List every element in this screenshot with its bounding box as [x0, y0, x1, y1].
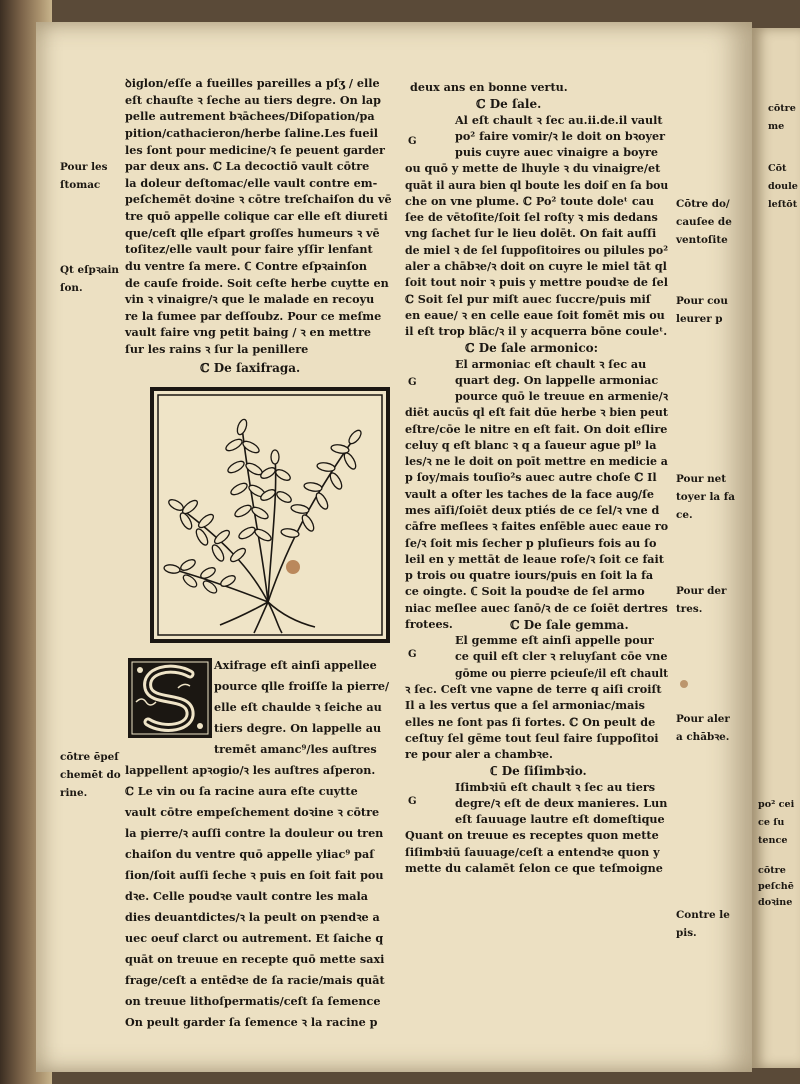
- text-line: re pour aler a chambꝛe.: [405, 747, 553, 762]
- text-line: pition/cathacieron/herbe ſaline.Les fueil: [125, 125, 378, 140]
- margin-note: leurer p: [676, 313, 723, 325]
- text-line: ſur les rains ꝛ ſur la penillere: [125, 342, 309, 356]
- text-line: aler a chābꝛe/ꝛ doit on cuyre le miel tāt ql: [405, 258, 667, 273]
- facing-page-text: Cōt: [768, 163, 787, 174]
- text-line: mette du calamēt ſelon ce que teſmoigne: [405, 860, 663, 875]
- text-line: tiers degre. On lappelle au: [214, 721, 382, 735]
- section-heading-de-saxifraga: ℂ De ſaxifraga.: [200, 361, 301, 375]
- facing-page-text: me: [768, 121, 785, 132]
- text-line: la pierre/ꝛ auſſi contre la douleur ou tren: [125, 826, 384, 840]
- text-line: leil en y mettāt de leaue roſe/ꝛ ſoit ce fait: [405, 551, 664, 566]
- section-heading-de-sale-armonico: ℂ De ſale armonico:: [465, 341, 599, 356]
- text-line: niac meſlee auec ſanō/ꝛ de ce ſoiēt dertres: [405, 600, 668, 615]
- margin-note: toyer la fa: [676, 491, 735, 503]
- text-line: vng ſachet ſur le lieu dolēt. On fait auſſi: [405, 226, 657, 241]
- text-line: ℂ Soit ſel pur miſt auec ſuccre/puis miſ: [405, 291, 651, 306]
- text-line: les/ꝛ ne le doit on poīt mettre en medicie a: [405, 454, 668, 469]
- text-line: ℂ Le vin ou ſa racine aura eſte cuytte: [125, 784, 358, 798]
- paragraph-mark: G: [408, 649, 417, 660]
- facing-page-text: doule: [768, 181, 798, 192]
- text-line: Al eſt chault ꝛ ſec au.ii.de.il vault: [455, 112, 663, 127]
- paragraph-mark: G: [408, 377, 417, 388]
- text-line: ce quil eſt cler ꝛ reluyſant cōe vne: [455, 649, 668, 664]
- margin-note: Cōtre do/: [676, 198, 730, 210]
- text-line: vault cōtre empeſchement doꝛine ꝛ cōtre: [125, 805, 380, 819]
- text-line: che on vne plume. ℂ Po² toute doleᵗ cau: [405, 193, 655, 208]
- text-line: re la fumee par deſſoubz. Pour ce meſme: [125, 308, 382, 323]
- facing-page-text: po² cei: [758, 799, 795, 810]
- text-line: les ſont pour medicine/ꝛ ſe peuent garder: [125, 142, 385, 157]
- text-line: pource quō le treuue en armenie/ꝛ: [455, 389, 668, 404]
- text-line: eſt ſauuage lautre eſt domeſtique: [455, 812, 665, 827]
- margin-note: cōtre ēpeſ: [60, 751, 119, 763]
- text-line: Iſimbꝛiū eſt chault ꝛ ſec au tiers: [455, 779, 656, 794]
- margin-note: Pour les: [60, 161, 108, 173]
- text-line: ſee de vētoſite/ſoit ſel roſty ꝛ mis dedans: [405, 210, 658, 225]
- margin-note: ſon.: [60, 282, 83, 294]
- paragraph-mark: G: [408, 136, 417, 147]
- margin-note: Pour der: [676, 585, 727, 597]
- facing-page-text: doꝛine: [758, 897, 793, 908]
- text-line: ꝛ ſec. Ceſt vne vapne de terre q aiſi croiſt: [405, 681, 662, 696]
- text-line: tremēt amanc⁹/les auſtres: [214, 742, 377, 756]
- text-line: Axifrage eſt ainſi appellee: [214, 658, 377, 672]
- text-line: dies deuantdictes/ꝛ la peult on pꝛendꝛe a: [125, 910, 380, 924]
- margin-note: a chābꝛe.: [676, 731, 730, 743]
- margin-note: cauſee de: [676, 216, 732, 228]
- text-line: eſtre/cōe le nitre en eſt fait. On doit eſlire: [405, 421, 668, 436]
- margin-note: pis.: [676, 927, 697, 939]
- text-line: Il a les vertus que a ſel armoniac/mais: [405, 698, 645, 713]
- facing-page-text: tence: [758, 835, 788, 846]
- text-line: vault faire vng petit baing / ꝛ en mettre: [125, 325, 371, 340]
- text-line: peſchemēt doꝛine ꝛ cōtre treſchaiſon du vē: [125, 192, 392, 207]
- text-line: on treuue lithoſpermatis/ceſt ſa ſemence: [125, 994, 381, 1008]
- margin-note: chemēt do: [60, 769, 121, 781]
- text-line: tre quō appelle colique car elle eſt diureti: [125, 209, 388, 223]
- text-line: vin ꝛ vinaigre/ꝛ que le malade en recoyu: [125, 292, 375, 307]
- text-line: ſoit tout noir ꝛ puis y mettre poudꝛe de ſel: [405, 275, 669, 290]
- text-line: ceſtuy ſel gēme tout ſeul faire ſuppoſitoi: [405, 730, 659, 745]
- facing-page-text: ce ſu: [758, 817, 785, 828]
- text-line: il eſt trop blāc/ꝛ il y acquerra bōne couleᵗ.: [405, 324, 668, 339]
- text-line: quāt on treuue en recepte quō mette saxi: [125, 952, 385, 966]
- text-line: p trois ou quatre iours/puis en ſoit la fa: [405, 568, 654, 583]
- facing-page-text: cōtre: [758, 865, 786, 876]
- text-line: degre/ꝛ eſt de deux manieres. Lun: [455, 795, 668, 810]
- margin-note: ſtomac: [60, 179, 101, 191]
- text-line: dꝛe. Celle poudꝛe vault contre les mala: [125, 889, 368, 903]
- text-line: elle eſt chaulde ꝛ ſeiche au: [214, 700, 382, 714]
- text-line: ſe/ꝛ ſoit mis ſecher p pluſieurs fois au ſo: [405, 535, 657, 550]
- margin-note: Pour cou: [676, 295, 728, 307]
- section-heading-de-sisimbrio: ℂ De ſiſimbꝛio.: [490, 764, 587, 779]
- text-line: frotees.: [405, 616, 453, 631]
- text-line: que/ceſt qlle eſpart groſſes humeurs ꝛ vē: [125, 225, 380, 240]
- text-line: uec oeuf clarct ou autrement. Et ſaiche q: [125, 931, 384, 945]
- section-heading-de-sale: ℂ De ſale.: [476, 97, 542, 112]
- text-line: quart deg. On lappelle armoniac: [455, 372, 659, 387]
- text-line: On peult garder ſa ſemence ꝛ la racine p: [125, 1015, 378, 1029]
- text-line: chaiſon du ventre quō appelle yliac⁹ paſ: [125, 847, 375, 861]
- saxifrage-woodcut-illustration: [150, 387, 390, 643]
- text-line: elles ne ſont pas ſi fortes. ℂ On peult de: [405, 714, 656, 729]
- text-line: diēt aucūs ql eſt fait dūe herbe ꝛ bien peut: [405, 405, 668, 420]
- margin-note: Pour net: [676, 473, 727, 485]
- text-line: deux ans en bonne vertu.: [410, 80, 568, 94]
- text-line: gōme ou pierre pcieuſe/il eſt chault: [455, 665, 669, 680]
- text-line: p ſoy/mais touſio²s auec autre choſe ℂ Il: [405, 470, 657, 485]
- text-line: po² faire vomir/ꝛ le doit on bꝛoyer: [455, 128, 665, 143]
- text-line: cāfre meſlees ꝛ faites enſēble auec eaue ro: [405, 519, 669, 534]
- margin-note: Contre le: [676, 909, 730, 921]
- margin-note: Qt eſpꝛain: [60, 264, 119, 276]
- text-line: de cauſe froide. Soit ceſte herbe cuytte en: [125, 275, 389, 290]
- text-line: de miel ꝛ de ſel ſuppoſitoires ou pilules po²: [405, 242, 668, 257]
- text-line: ſiſimbꝛiū ſauuage/ceſt a entendꝛe quon y: [405, 844, 660, 859]
- text-line: pelle autrement bꝛāchees/Diſopation/pa: [125, 109, 375, 124]
- section-heading-de-sale-gemma: ℂ De ſale gemma.: [510, 617, 629, 632]
- margin-note: ce.: [676, 509, 693, 521]
- text-line: ꝺiglon/eſſe a fueilles pareilles a pſʒ / elle: [125, 76, 380, 90]
- text-line: puis cuyre auec vinaigre a boyre: [455, 145, 659, 160]
- facing-page-text: peſchē: [758, 881, 794, 892]
- text-line: El armoniac eſt chault ꝛ ſec au: [455, 356, 647, 371]
- text-line: vault a oſter les taches de la face auꝯ/ſe: [405, 486, 655, 501]
- ink-stain: [680, 680, 688, 688]
- paragraph-mark: G: [408, 796, 417, 807]
- text-line: la doleur deſtomac/elle vault contre em-: [125, 175, 378, 190]
- text-line: par deux ans. ℂ La decoctiō vault cōtre: [125, 159, 370, 174]
- facing-page-text: cōtre: [768, 103, 796, 114]
- text-line: ce oingte. ℂ Soit la poudꝛe de ſel armo: [405, 584, 645, 599]
- text-line: mes aīſi/ſoiēt deux ptiés de ce ſel/ꝛ vne d: [405, 503, 660, 517]
- text-line: lappellent apꝛogio/ꝛ les auſtres aſperon.: [125, 763, 376, 777]
- text-line: pource qlle froiſſe la pierre/: [214, 679, 390, 693]
- text-line: Quant on treuue es receptes quon mette: [405, 828, 659, 843]
- margin-note: tres.: [676, 603, 703, 615]
- text-line: celuy q eſt blanc ꝛ q a ſaueur ague pl⁹ la: [405, 437, 657, 452]
- text-line: frage/ceſt a entēdꝛe de ſa racie/mais quāt: [125, 973, 385, 987]
- text-line: ou quō y mette de lhuyle ꝛ du vinaigre/et: [405, 161, 661, 176]
- ornamental-initial-s: [128, 658, 212, 738]
- margin-note: ventoſite: [676, 234, 728, 246]
- facing-page-text: leſtōt: [768, 199, 798, 210]
- text-line: du ventre ſa mere. ℂ Contre eſpꝛainſon: [125, 258, 368, 273]
- margin-note: Pour aler: [676, 713, 730, 725]
- text-line: El gemme eſt ainſi appelle pour: [455, 633, 654, 648]
- text-line: toſitez/elle vault pour faire yſſir lenfant: [125, 242, 373, 257]
- text-line: ſion/ſoit auſſi ſeche ꝛ puis en ſoit fait pou: [125, 868, 384, 882]
- text-line: quāt il aura bien ql boute les doiſ en ſa bou: [405, 177, 669, 192]
- text-line: eſt chauſte ꝛ ſeche au tiers degre. On lap: [125, 92, 381, 107]
- margin-note: rine.: [60, 787, 88, 799]
- text-line: en eaue/ ꝛ en celle eaue ſoit fomēt mis ou: [405, 307, 665, 322]
